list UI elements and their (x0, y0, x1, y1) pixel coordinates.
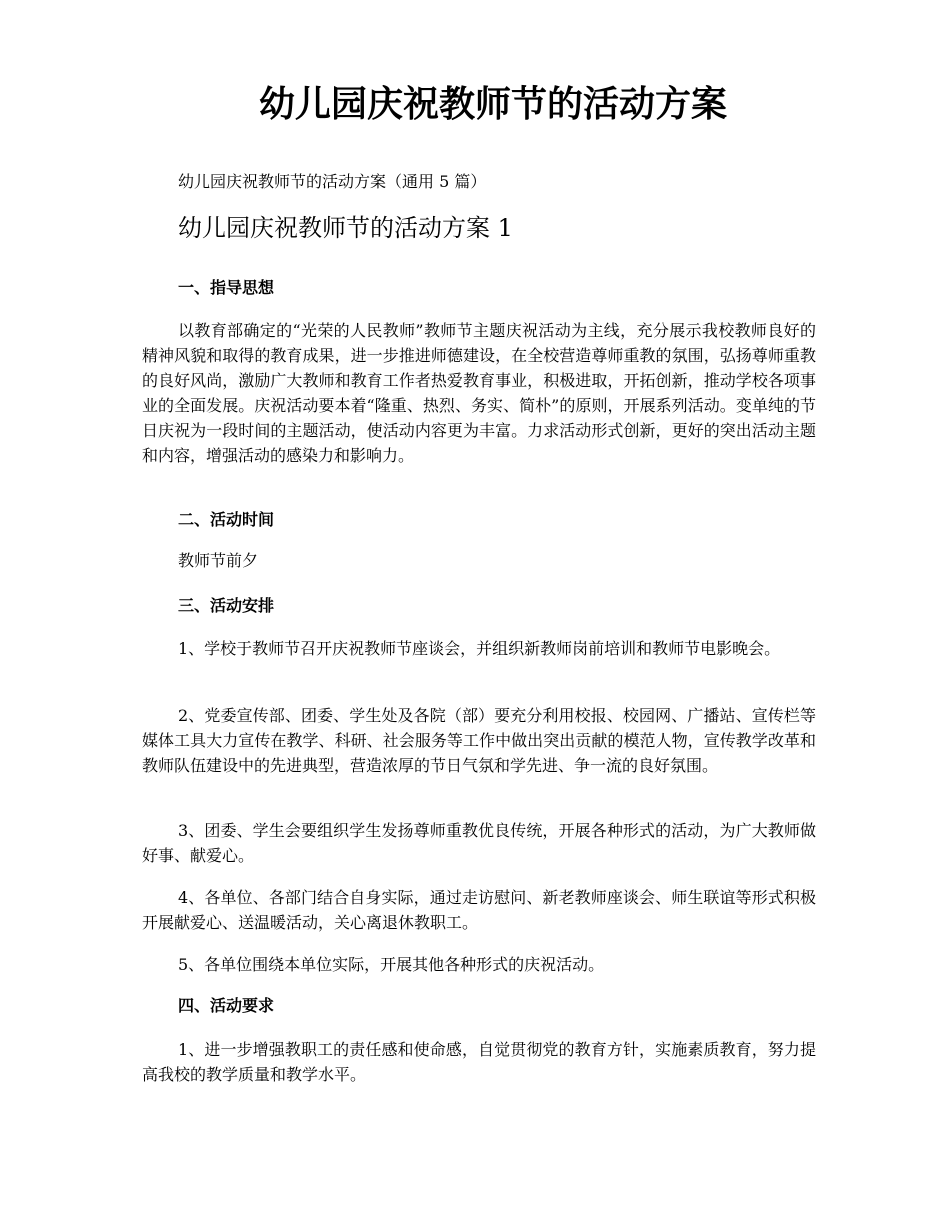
document-title: 幼儿园庆祝教师节的活动方案 (258, 83, 727, 125)
document-subtitle: 幼儿园庆祝教师节的活动方案（通用 5 篇） (178, 172, 487, 191)
arrangement-item-1: 1、学校于教师节召开庆祝教师节座谈会，并组织新教师岗前培训和教师节电影晚会。 (178, 639, 781, 658)
heading-activity-time: 二、活动时间 (178, 510, 275, 529)
arrangement-item-5: 5、各单位围绕本单位实际，开展其他各种形式的庆祝活动。 (178, 955, 605, 974)
heading-guiding-ideology: 一、指导思想 (178, 278, 275, 297)
arrangement-item-3: 3、团委、学生会要组织学生发扬尊师重教优良传统，开展各种形式的活动，为广大教师做好事、献爱心。 (142, 821, 816, 865)
section-title: 幼儿园庆祝教师节的活动方案 1 (178, 214, 513, 242)
heading-activity-arrangement: 三、活动安排 (178, 596, 275, 615)
arrangement-item-2: 2、党委宣传部、团委、学生处及各院（部）要充分利用校报、校园网、广播站、宣传栏等媒体工具大力宣传在教学、科研、社会服务等工作中做出突出贡献的模范人物，宣传教学改革和教师队伍建设中的先进典型，营造浓厚的节日气氛和学先进、争一流的良好氛围。 (142, 706, 816, 775)
arrangement-item-4: 4、各单位、各部门结合自身实际，通过走访慰问、新老教师座谈会、师生联谊等形式积极开展献爱心、送温暖活动，关心离退休教职工。 (142, 888, 816, 932)
paragraph-guiding-ideology: 以教育部确定的“光荣的人民教师”教师节主题庆祝活动为主线，充分展示我校教师良好的精神风貌和取得的教育成果，进一步推进师德建设，在全校营造尊师重教的氛围，弘扬尊师重教的良好风尚，激励广大教师和教育工作者热爱教育事业，积极进取，开拓创新，推动学校各项事业的全面发展。庆祝活动要本着“隆重、热烈、务实、简朴”的原则，开展系列活动。变单纯的节日庆祝为一段时间的主题活动，使活动内容更为丰富。力求活动形式创新，更好的突出活动主题和内容，增强活动的感染力和影响力。 (142, 321, 816, 465)
requirement-item-1: 1、进一步增强教职工的责任感和使命感，自觉贯彻党的教育方针，实施素质教育，努力提高我校的教学质量和教学水平。 (142, 1040, 816, 1084)
heading-activity-requirements: 四、活动要求 (178, 996, 275, 1015)
paragraph-activity-time: 教师节前夕 (178, 551, 259, 570)
